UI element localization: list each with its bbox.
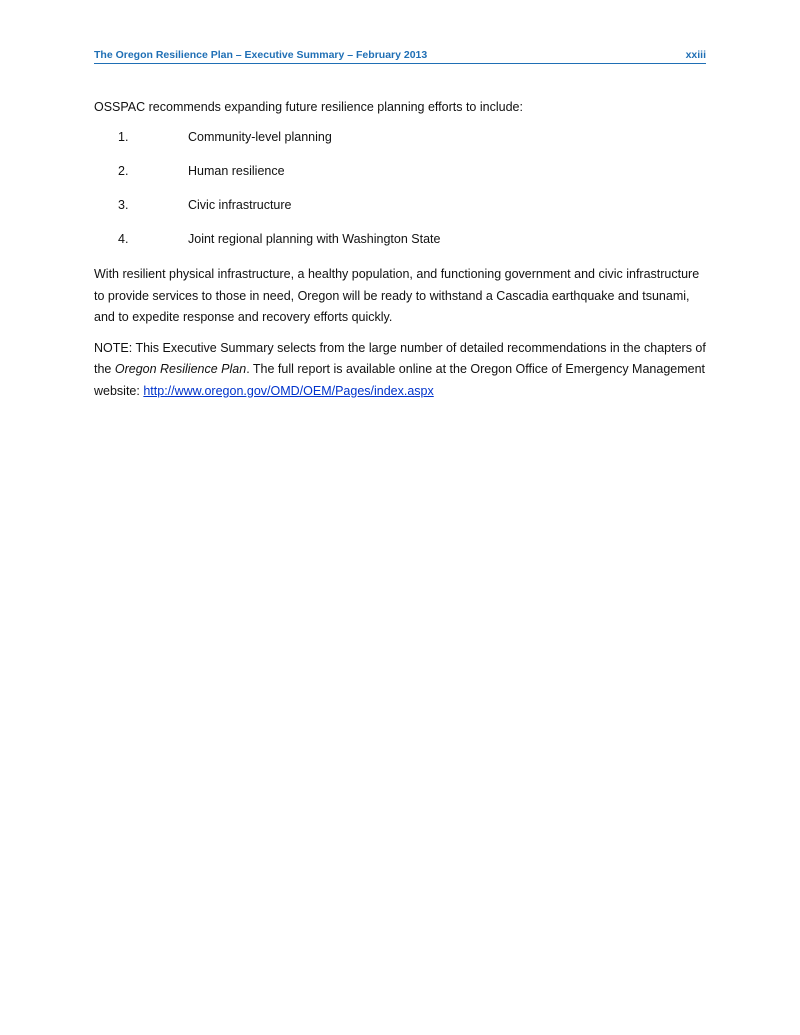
list-item-number: 3. [118,198,129,212]
document-page [94,49,706,402]
list-item [94,162,706,180]
list-item [94,230,706,248]
list-item-number: 2. [118,164,129,178]
note-prefix: NOTE: This Executive Summary selects from the large number of detailed recommendations in the chapters of the [94,340,706,376]
list-item-number: 1. [118,130,129,144]
plan-title: Oregon Resilience Plan [114,362,247,376]
list-item-text: Civic infrastructure [188,198,292,212]
recommendation-list [94,128,706,248]
list-item [94,128,706,146]
closing-paragraph: With resilient physical infrastructure, a healthy population, and functioning government and civic infrastructure to provide services to those in need, Oregon will be ready to withstand a Cascadia earthquake and tsunami, and to expedite response and recovery efforts quickly. [94,267,700,324]
list-item-text: Joint regional planning with Washington State [188,232,441,246]
list-item-text: Community-level planning [188,130,332,144]
list-item-text: Human resilience [188,164,285,178]
note-paragraph [94,338,706,403]
list-item [94,196,706,214]
list-item-number: 4. [118,232,129,246]
oem-website-link[interactable]: http://www.oregon.gov/OMD/OEM/Pages/index.aspx [143,383,434,398]
note-middle: . The full report is available online at the Oregon Office of Emergency Management website: [94,362,706,398]
header-title: The Oregon Resilience Plan – Executive Summary – February 2013 [94,49,428,61]
running-header [94,49,706,64]
page-number: xxiii [685,49,706,61]
intro-paragraph: OSSPAC recommends expanding future resilience planning efforts to include: [94,100,523,114]
